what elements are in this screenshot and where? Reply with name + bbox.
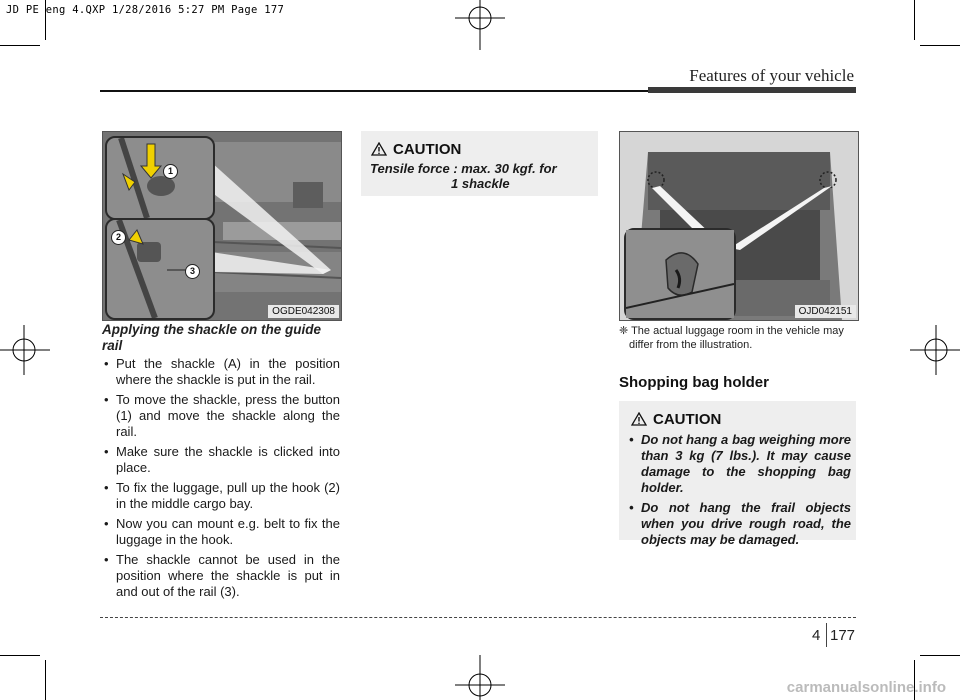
list-item: • To fix the luggage, pull up the hook (2) in the middle cargo bay.	[102, 480, 340, 512]
luggage-room-figure	[619, 131, 859, 321]
hook-detail-callout	[624, 228, 736, 320]
left-column-text	[102, 322, 340, 604]
crop-mark	[914, 0, 915, 40]
crop-mark	[0, 45, 40, 46]
callout-number-2: 2	[111, 230, 126, 245]
header-rule-accent	[648, 87, 856, 93]
registration-mark-left	[0, 325, 50, 375]
list-item: • Put the shackle (A) in the position where the shackle is put in the rail.	[102, 356, 340, 388]
shopping-bag-heading: Shopping bag holder	[619, 374, 769, 391]
crop-mark	[920, 45, 960, 46]
warning-triangle-icon	[631, 412, 647, 426]
shackle-figure	[102, 131, 342, 321]
illustration-note: ❈ The actual luggage room in the vehicle may differ from the illustration.	[619, 325, 844, 351]
warning-triangle-icon	[371, 142, 387, 156]
callout-number-1: 1	[163, 164, 178, 179]
hook-detail-callout	[105, 218, 215, 320]
caution-title: CAUTION	[393, 141, 462, 158]
figure-code: OGDE042308	[268, 305, 339, 318]
registration-mark-right	[910, 325, 960, 375]
figure-code: OJD042151	[795, 305, 856, 318]
chapter-number: 4	[812, 627, 821, 644]
list-item: • Do not hang a bag weighing more than 3 kg (7 lbs.). It may cause damage to the shopping bag holder.	[627, 432, 851, 496]
registration-mark-bottom	[455, 655, 505, 700]
section-title: Features of your vehicle	[689, 66, 854, 85]
list-item: • Do not hang the frail objects when you drive rough road, the objects may be damaged.	[627, 500, 851, 548]
list-item: • Make sure the shackle is clicked into place.	[102, 444, 340, 476]
caution-header	[631, 411, 721, 429]
list-item: • The shackle cannot be used in the position where the shackle is put in and out of the rail (3).	[102, 552, 340, 600]
shackle-button-detail	[107, 138, 213, 218]
print-slug: JD PE eng 4.QXP 1/28/2016 5:27 PM Page 177	[6, 4, 285, 16]
caution-line: Tensile force : max. 30 kgf. for	[370, 161, 557, 176]
list-item: • Now you can mount e.g. belt to fix the luggage in the hook.	[102, 516, 340, 548]
caution-list	[627, 432, 851, 552]
crop-mark	[45, 660, 46, 700]
page-divider	[826, 623, 827, 647]
tensile-caution-box	[361, 131, 598, 196]
footer-rule	[100, 617, 856, 618]
caution-header	[371, 141, 461, 159]
button-detail-callout	[105, 136, 215, 220]
bag-hook-detail	[626, 230, 734, 318]
bag-caution-box	[619, 401, 856, 547]
instruction-list	[102, 356, 340, 600]
crop-mark	[920, 655, 960, 656]
crop-mark	[0, 655, 40, 656]
caution-title: CAUTION	[653, 411, 722, 428]
watermark: carmanualsonline.info	[786, 679, 946, 696]
registration-mark-top	[455, 0, 505, 50]
page-number: 177	[830, 627, 856, 644]
caution-line: 1 shackle	[451, 176, 510, 191]
subheading: Applying the shackle on the guide rail	[102, 322, 322, 353]
list-item: • To move the shackle, press the button (1) and move the shackle along the rail.	[102, 392, 340, 440]
callout-number-3: 3	[185, 264, 200, 279]
